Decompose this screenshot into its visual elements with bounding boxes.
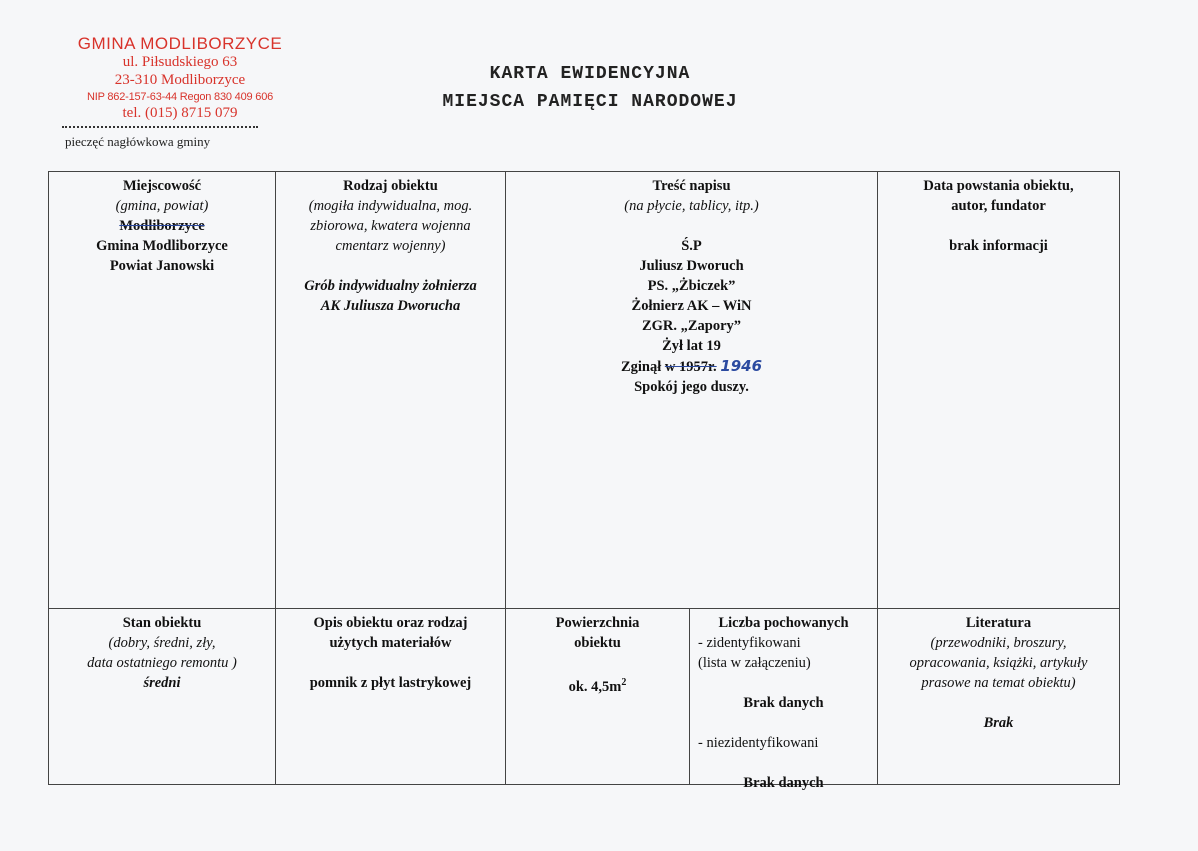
stamp-street: ul. Piłsudskiego 63 — [122, 54, 238, 70]
opis-header-1: Opis obiektu oraz rodzaj — [313, 615, 468, 631]
tresc-line-7 — [506, 356, 877, 377]
powierzchnia-header-1: Powierzchnia — [555, 615, 640, 631]
title-line-1: KARTA EWIDENCYJNA — [489, 64, 691, 84]
cell-powierzchnia — [505, 608, 690, 785]
literatura-value: Brak — [983, 715, 1014, 731]
tresc-died-struck-year: w 1957r. — [664, 359, 717, 375]
opis-header-2: użytych materiałów — [329, 635, 452, 651]
liczba-identified-value: Brak danych — [743, 695, 824, 711]
literatura-hint-2: opracowania, książki, artykuły — [909, 655, 1088, 671]
stan-hint-1: (dobry, średni, zły, — [108, 635, 216, 651]
literatura-header: Literatura — [965, 615, 1032, 631]
powierzchnia-amount: ok. 4,5m — [568, 678, 622, 695]
cell-opis — [275, 608, 506, 785]
liczba-unidentified-value: Brak danych — [743, 775, 824, 791]
miejscowosc-powiat: Powiat Janowski — [109, 258, 215, 274]
stamp-postcode: 23-310 Modliborzyce — [114, 72, 246, 88]
miejscowosc-struck: Modliborzyce — [119, 218, 205, 234]
document-title — [360, 60, 820, 116]
municipality-stamp — [60, 34, 300, 122]
tresc-line-4: Żołnierz AK – WiN — [631, 298, 752, 314]
stamp-caption: pieczęć nagłówkowa gminy — [65, 134, 211, 149]
cell-stan — [48, 608, 276, 785]
tresc-died-label: Zginął — [620, 359, 662, 375]
tresc-header: Treść napisu — [652, 178, 731, 194]
powierzchnia-value — [506, 673, 689, 697]
stan-header: Stan obiektu — [122, 615, 202, 631]
miejscowosc-hint: (gmina, powiat) — [115, 198, 209, 214]
cell-tresc — [505, 171, 878, 609]
rodzaj-hint-1: (mogiła indywidualna, mog. — [308, 198, 473, 214]
cell-miejscowosc — [48, 171, 276, 609]
literatura-hint-3: prasowe na temat obiektu) — [921, 675, 1076, 691]
powierzchnia-exponent: 2 — [621, 677, 627, 688]
stan-value: średni — [143, 675, 181, 691]
literatura-hint-1: (przewodniki, broszury, — [930, 635, 1067, 651]
tresc-line-2: Juliusz Dworuch — [639, 258, 744, 274]
powierzchnia-header-2: obiektu — [574, 635, 621, 651]
miejscowosc-gmina: Gmina Modliborzyce — [96, 238, 228, 254]
rodzaj-hint-2: zbiorowa, kwatera wojenna — [310, 218, 471, 234]
tresc-line-3: PS. „Żbiczek” — [647, 278, 736, 294]
rodzaj-hint-3: cmentarz wojenny) — [335, 238, 446, 254]
data-value: brak informacji — [949, 238, 1048, 254]
opis-value: pomnik z płyt lastrykowej — [309, 675, 472, 691]
stamp-tax-ids: NIP 862-157-63-44 Regon 830 409 606 — [86, 91, 274, 103]
tresc-line-8: Spokój jego duszy. — [634, 379, 749, 395]
tresc-died-handwritten-year: 1946 — [720, 357, 763, 375]
liczba-identified-label: - zidentyfikowani — [698, 635, 801, 651]
tresc-line-6: Żył lat 19 — [662, 338, 721, 354]
liczba-header: Liczba pochowanych — [718, 615, 849, 631]
cell-liczba — [689, 608, 878, 791]
tresc-line-5: ZGR. „Zapory” — [641, 318, 742, 334]
data-header-1: Data powstania obiektu, — [923, 178, 1074, 194]
stamp-dotted-line — [62, 126, 258, 128]
title-line-2: MIEJSCA PAMIĘCI NARODOWEJ — [442, 92, 738, 112]
cell-literatura — [877, 608, 1120, 785]
miejscowosc-header: Miejscowość — [122, 178, 202, 194]
rodzaj-value-1: Grób indywidualny żołnierza — [304, 278, 477, 294]
rodzaj-header: Rodzaj obiektu — [343, 178, 438, 194]
liczba-unidentified-label: - niezidentyfikowani — [698, 735, 819, 751]
data-header-2: autor, fundator — [951, 198, 1046, 214]
stan-hint-2: data ostatniego remontu ) — [87, 655, 237, 671]
cell-rodzaj — [275, 171, 506, 609]
liczba-identified-note: (lista w załączeniu) — [698, 655, 811, 671]
stamp-name: GMINA MODLIBORZYCE — [77, 34, 283, 53]
tresc-line-1: Ś.P — [681, 238, 702, 254]
stamp-phone: tel. (015) 8715 079 — [122, 105, 238, 121]
rodzaj-value-2: AK Juliusza Dworucha — [320, 298, 461, 314]
tresc-hint: (na płycie, tablicy, itp.) — [624, 198, 759, 214]
cell-data — [877, 171, 1120, 609]
